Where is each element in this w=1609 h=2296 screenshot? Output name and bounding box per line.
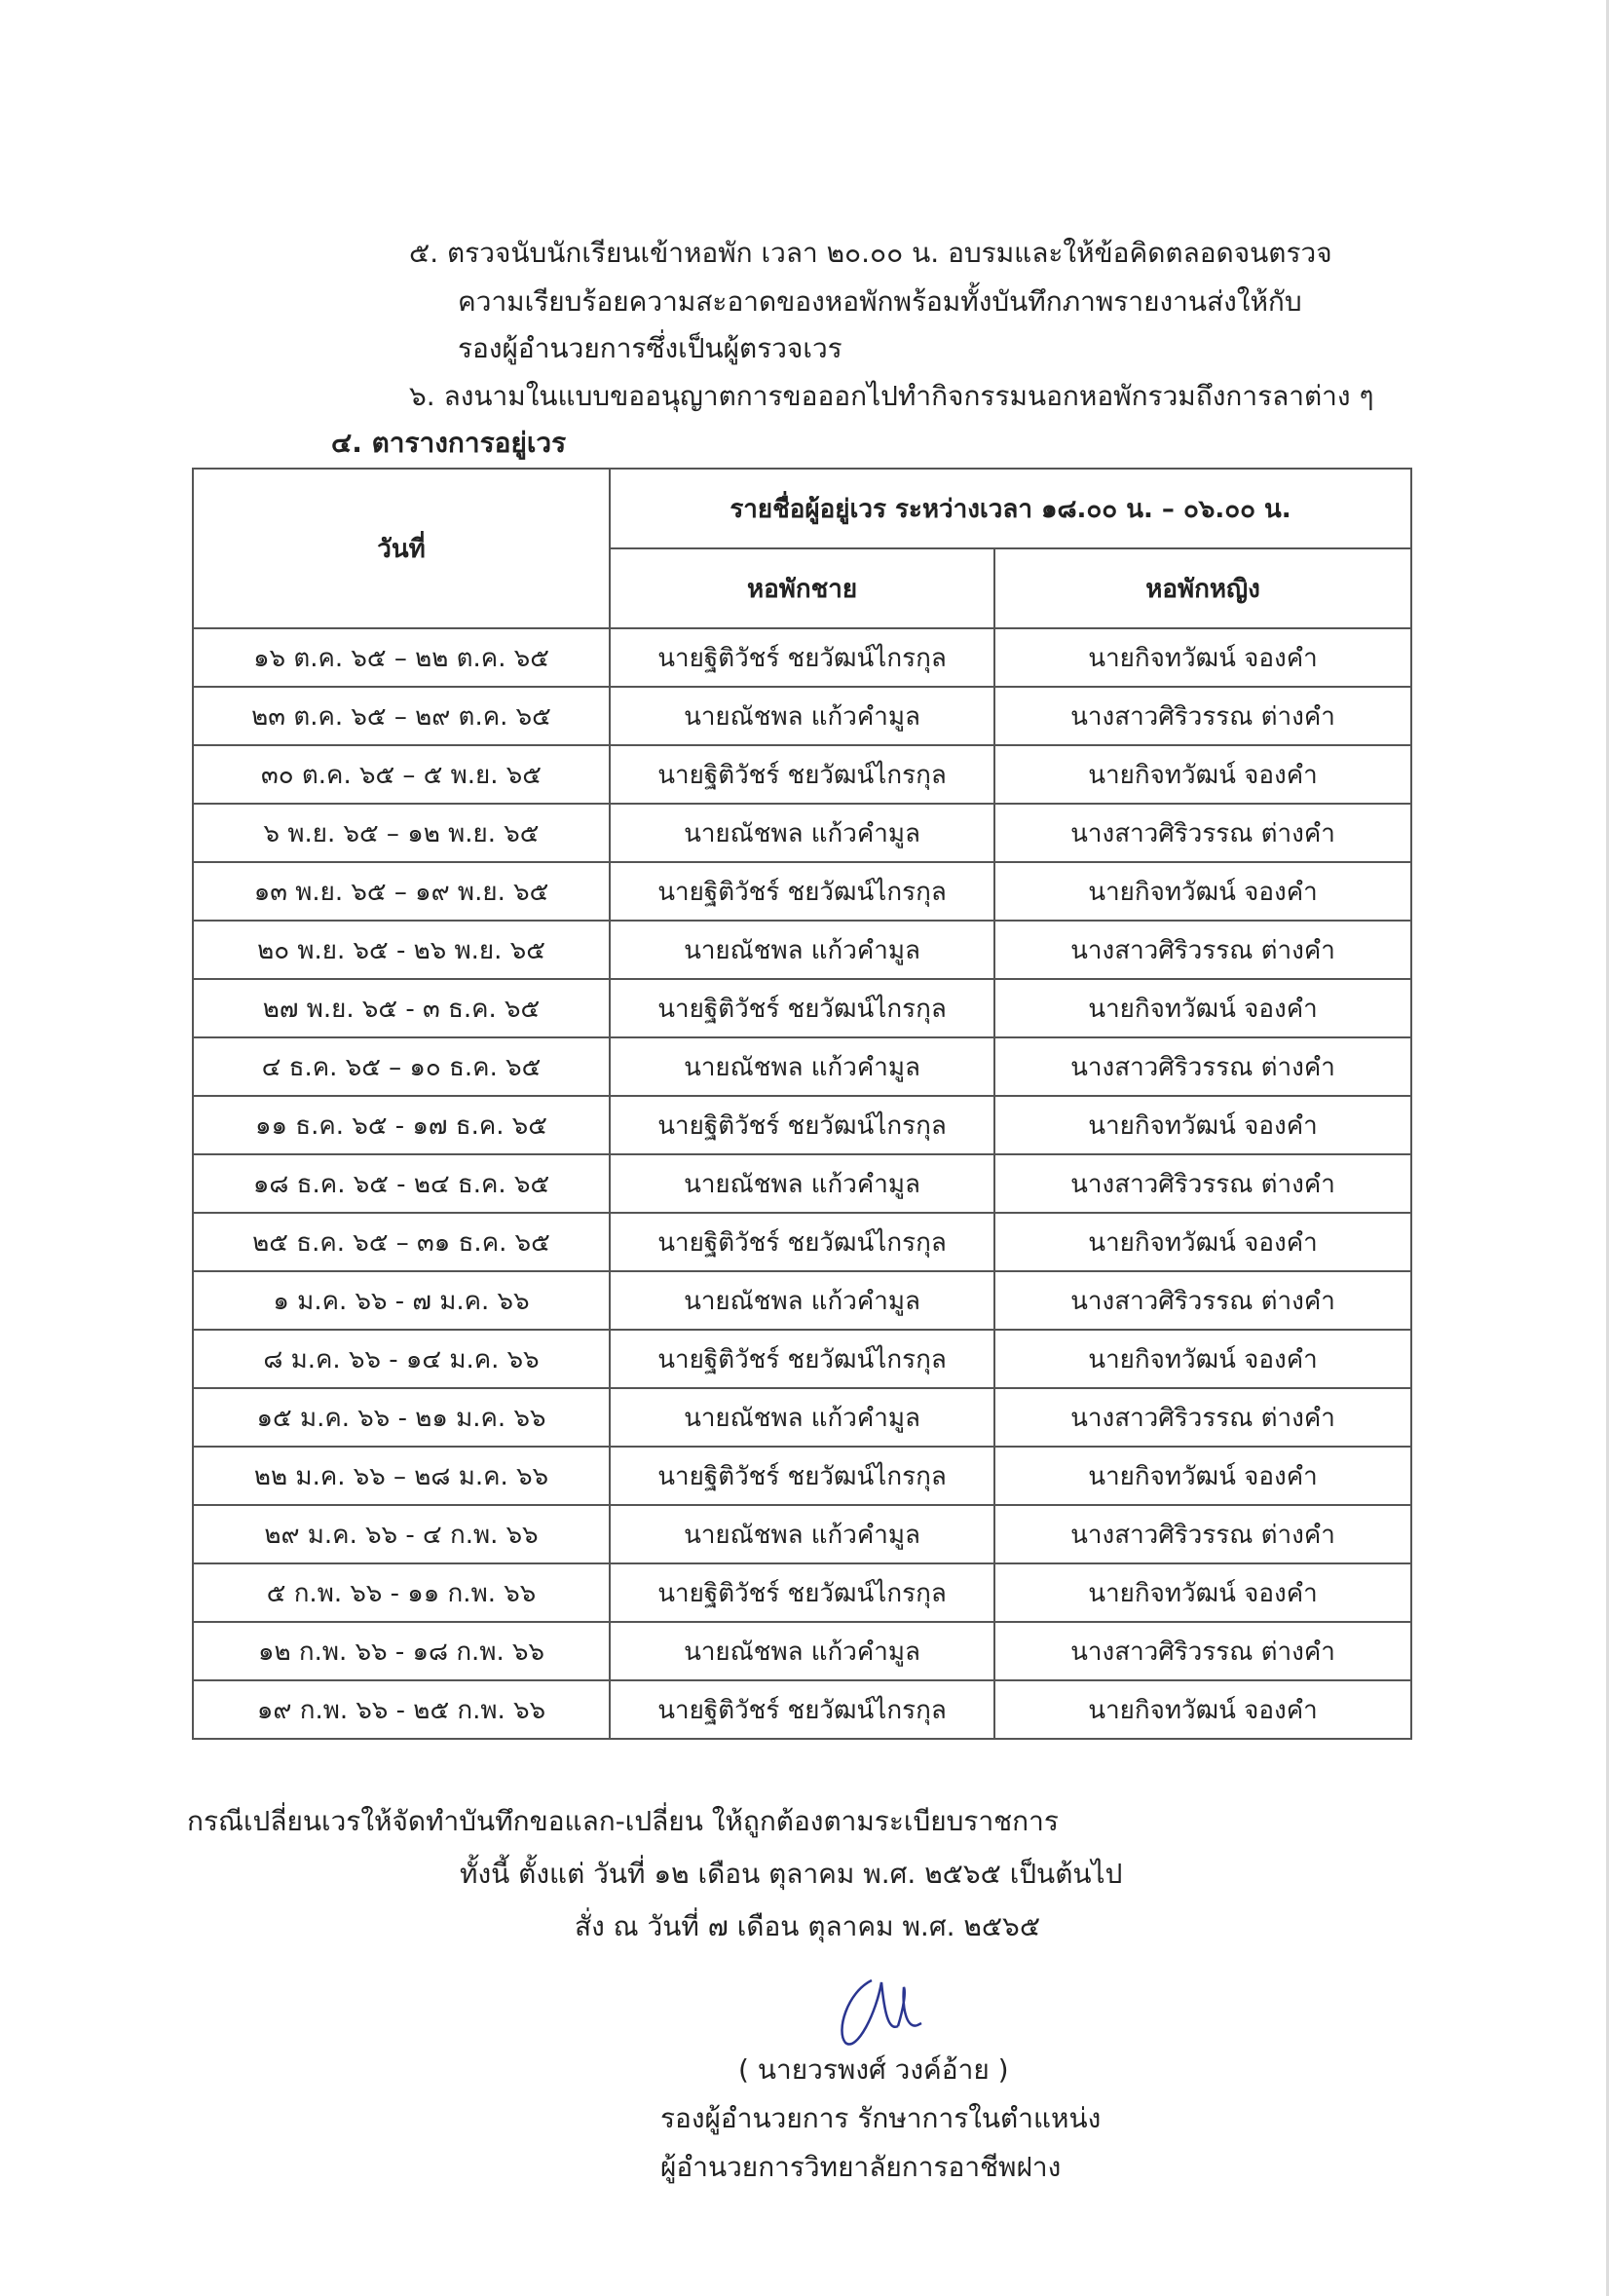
cell-date: ๑๕ ม.ค. ๖๖ - ๒๑ ม.ค. ๖๖ bbox=[193, 1388, 610, 1447]
cell-male-dorm: นายณัชพล แก้วคำมูล bbox=[610, 804, 994, 862]
signer-title-1: รองผู้อำนวยการ รักษาการในตำแหน่ง bbox=[660, 2102, 1102, 2134]
table-row bbox=[193, 1037, 1411, 1096]
cell-male-dorm: นายฐิติวัชร์ ชยวัฒน์ไกรกุล bbox=[610, 1213, 994, 1271]
item-6: ๖. ลงนามในแบบขออนุญาตการขอออกไปทำกิจกรรมนอกหอพักรวมถึงการลาต่าง ๆ bbox=[409, 380, 1374, 412]
footer-effective: ทั้งนี้ ตั้งแต่ วันที่ ๑๒ เดือน ตุลาคม พ.ศ. ๒๕๖๕ เป็นต้นไป bbox=[460, 1858, 1123, 1890]
table-row bbox=[193, 628, 1411, 687]
cell-female-dorm: นายกิจทวัฒน์ จองคำ bbox=[994, 1096, 1411, 1154]
cell-male-dorm: นายฐิติวัชร์ ชยวัฒน์ไกรกุล bbox=[610, 1096, 994, 1154]
cell-male-dorm: นายณัชพล แก้วคำมูล bbox=[610, 1271, 994, 1330]
header-names-group: รายชื่อผู้อยู่เวร ระหว่างเวลา ๑๘.๐๐ น. – ๐๖.๐๐ น. bbox=[610, 469, 1411, 548]
table-row bbox=[193, 1096, 1411, 1154]
cell-male-dorm: นายณัชพล แก้วคำมูล bbox=[610, 1388, 994, 1447]
cell-female-dorm: นางสาวศิริวรรณ ต่างคำ bbox=[994, 1154, 1411, 1213]
cell-date: ๑๘ ธ.ค. ๖๕ - ๒๔ ธ.ค. ๖๕ bbox=[193, 1154, 610, 1213]
cell-female-dorm: นางสาวศิริวรรณ ต่างคำ bbox=[994, 1271, 1411, 1330]
cell-date: ๘ ม.ค. ๖๖ - ๑๔ ม.ค. ๖๖ bbox=[193, 1330, 610, 1388]
cell-date: ๒๗ พ.ย. ๖๕ - ๓ ธ.ค. ๖๕ bbox=[193, 979, 610, 1037]
cell-date: ๑๑ ธ.ค. ๖๕ - ๑๗ ธ.ค. ๖๕ bbox=[193, 1096, 610, 1154]
cell-date: ๖ พ.ย. ๖๕ – ๑๒ พ.ย. ๖๕ bbox=[193, 804, 610, 862]
cell-date: ๒๒ ม.ค. ๖๖ – ๒๘ ม.ค. ๖๖ bbox=[193, 1447, 610, 1505]
header-date: วันที่ bbox=[193, 469, 610, 628]
cell-date: ๒๓ ต.ค. ๖๕ – ๒๙ ต.ค. ๖๕ bbox=[193, 687, 610, 745]
cell-date: ๔ ธ.ค. ๖๕ – ๑๐ ธ.ค. ๖๕ bbox=[193, 1037, 610, 1096]
cell-male-dorm: นายฐิติวัชร์ ชยวัฒน์ไกรกุล bbox=[610, 862, 994, 921]
cell-male-dorm: นายฐิติวัชร์ ชยวัฒน์ไกรกุล bbox=[610, 1680, 994, 1739]
cell-male-dorm: นายฐิติวัชร์ ชยวัฒน์ไกรกุล bbox=[610, 1330, 994, 1388]
table-row bbox=[193, 1388, 1411, 1447]
table-row bbox=[193, 1154, 1411, 1213]
item-5-line-2: ความเรียบร้อยความสะอาดของหอพักพร้อมทั้งบันทึกภาพรายงานส่งให้กับ bbox=[458, 285, 1302, 318]
cell-male-dorm: นายณัชพล แก้วคำมูล bbox=[610, 1154, 994, 1213]
item-5-line-1: ๕. ตรวจนับนักเรียนเข้าหอพัก เวลา ๒๐.๐๐ น. อบรมและให้ข้อคิดตลอดจนตรวจ bbox=[409, 237, 1332, 269]
table-row bbox=[193, 687, 1411, 745]
signer-name: ( นายวรพงศ์ วงค์อ้าย ) bbox=[738, 2053, 1009, 2086]
cell-date: ๑๓ พ.ย. ๖๕ – ๑๙ พ.ย. ๖๕ bbox=[193, 862, 610, 921]
cell-female-dorm: นางสาวศิริวรรณ ต่างคำ bbox=[994, 804, 1411, 862]
table-row bbox=[193, 1680, 1411, 1739]
cell-female-dorm: นายกิจทวัฒน์ จองคำ bbox=[994, 1680, 1411, 1739]
table-row bbox=[193, 1271, 1411, 1330]
table-row bbox=[193, 979, 1411, 1037]
cell-male-dorm: นายฐิติวัชร์ ชยวัฒน์ไกรกุล bbox=[610, 1447, 994, 1505]
table-row bbox=[193, 921, 1411, 979]
table-row bbox=[193, 1622, 1411, 1680]
cell-female-dorm: นายกิจทวัฒน์ จองคำ bbox=[994, 1213, 1411, 1271]
cell-date: ๒๐ พ.ย. ๖๕ - ๒๖ พ.ย. ๖๕ bbox=[193, 921, 610, 979]
cell-male-dorm: นายณัชพล แก้วคำมูล bbox=[610, 1622, 994, 1680]
signature-image bbox=[828, 1973, 935, 2051]
cell-male-dorm: นายฐิติวัชร์ ชยวัฒน์ไกรกุล bbox=[610, 628, 994, 687]
cell-female-dorm: นายกิจทวัฒน์ จองคำ bbox=[994, 628, 1411, 687]
footer-note: กรณีเปลี่ยนเวรให้จัดทำบันทึกขอแลก-เปลี่ยน ให้ถูกต้องตามระเบียบราชการ bbox=[187, 1805, 1059, 1837]
table-row bbox=[193, 1330, 1411, 1388]
cell-date: ๑๙ ก.พ. ๖๖ - ๒๕ ก.พ. ๖๖ bbox=[193, 1680, 610, 1739]
signer-title-2: ผู้อำนวยการวิทยาลัยการอาชีพฝาง bbox=[660, 2151, 1062, 2183]
cell-female-dorm: นางสาวศิริวรรณ ต่างคำ bbox=[994, 1505, 1411, 1563]
cell-date: ๑๒ ก.พ. ๖๖ - ๑๘ ก.พ. ๖๖ bbox=[193, 1622, 610, 1680]
cell-male-dorm: นายฐิติวัชร์ ชยวัฒน์ไกรกุล bbox=[610, 745, 994, 804]
cell-female-dorm: นายกิจทวัฒน์ จองคำ bbox=[994, 1330, 1411, 1388]
section-heading: ๔. ตารางการอยู่เวร bbox=[331, 427, 567, 459]
cell-male-dorm: นายฐิติวัชร์ ชยวัฒน์ไกรกุล bbox=[610, 979, 994, 1037]
cell-female-dorm: นางสาวศิริวรรณ ต่างคำ bbox=[994, 1037, 1411, 1096]
cell-male-dorm: นายณัชพล แก้วคำมูล bbox=[610, 1505, 994, 1563]
cell-female-dorm: นายกิจทวัฒน์ จองคำ bbox=[994, 862, 1411, 921]
cell-date: ๒๕ ธ.ค. ๖๕ – ๓๑ ธ.ค. ๖๕ bbox=[193, 1213, 610, 1271]
table-row bbox=[193, 1213, 1411, 1271]
table-row bbox=[193, 862, 1411, 921]
cell-female-dorm: นายกิจทวัฒน์ จองคำ bbox=[994, 745, 1411, 804]
cell-male-dorm: นายณัชพล แก้วคำมูล bbox=[610, 687, 994, 745]
cell-female-dorm: นางสาวศิริวรรณ ต่างคำ bbox=[994, 687, 1411, 745]
table-body bbox=[193, 628, 1411, 1739]
table-row bbox=[193, 1563, 1411, 1622]
table-row bbox=[193, 1447, 1411, 1505]
cell-date: ๕ ก.พ. ๖๖ - ๑๑ ก.พ. ๖๖ bbox=[193, 1563, 610, 1622]
cell-male-dorm: นายฐิติวัชร์ ชยวัฒน์ไกรกุล bbox=[610, 1563, 994, 1622]
cell-date: ๓๐ ต.ค. ๖๕ – ๕ พ.ย. ๖๕ bbox=[193, 745, 610, 804]
duty-schedule-table bbox=[192, 468, 1412, 1740]
cell-date: ๒๙ ม.ค. ๖๖ - ๔ ก.พ. ๖๖ bbox=[193, 1505, 610, 1563]
table-row bbox=[193, 1505, 1411, 1563]
footer-ordered: สั่ง ณ วันที่ ๗ เดือน ตุลาคม พ.ศ. ๒๕๖๕ bbox=[575, 1910, 1041, 1942]
cell-female-dorm: นางสาวศิริวรรณ ต่างคำ bbox=[994, 921, 1411, 979]
cell-male-dorm: นายณัชพล แก้วคำมูล bbox=[610, 921, 994, 979]
cell-female-dorm: นางสาวศิริวรรณ ต่างคำ bbox=[994, 1622, 1411, 1680]
cell-date: ๑ ม.ค. ๖๖ - ๗ ม.ค. ๖๖ bbox=[193, 1271, 610, 1330]
cell-female-dorm: นางสาวศิริวรรณ ต่างคำ bbox=[994, 1388, 1411, 1447]
header-female-dorm: หอพักหญิง bbox=[994, 548, 1411, 628]
cell-male-dorm: นายณัชพล แก้วคำมูล bbox=[610, 1037, 994, 1096]
table-row bbox=[193, 804, 1411, 862]
cell-female-dorm: นายกิจทวัฒน์ จองคำ bbox=[994, 1447, 1411, 1505]
cell-female-dorm: นายกิจทวัฒน์ จองคำ bbox=[994, 1563, 1411, 1622]
table-row bbox=[193, 745, 1411, 804]
header-male-dorm: หอพักชาย bbox=[610, 548, 994, 628]
cell-female-dorm: นายกิจทวัฒน์ จองคำ bbox=[994, 979, 1411, 1037]
cell-date: ๑๖ ต.ค. ๖๕ – ๒๒ ต.ค. ๖๕ bbox=[193, 628, 610, 687]
item-5-line-3: รองผู้อำนวยการซึ่งเป็นผู้ตรวจเวร bbox=[458, 332, 842, 364]
